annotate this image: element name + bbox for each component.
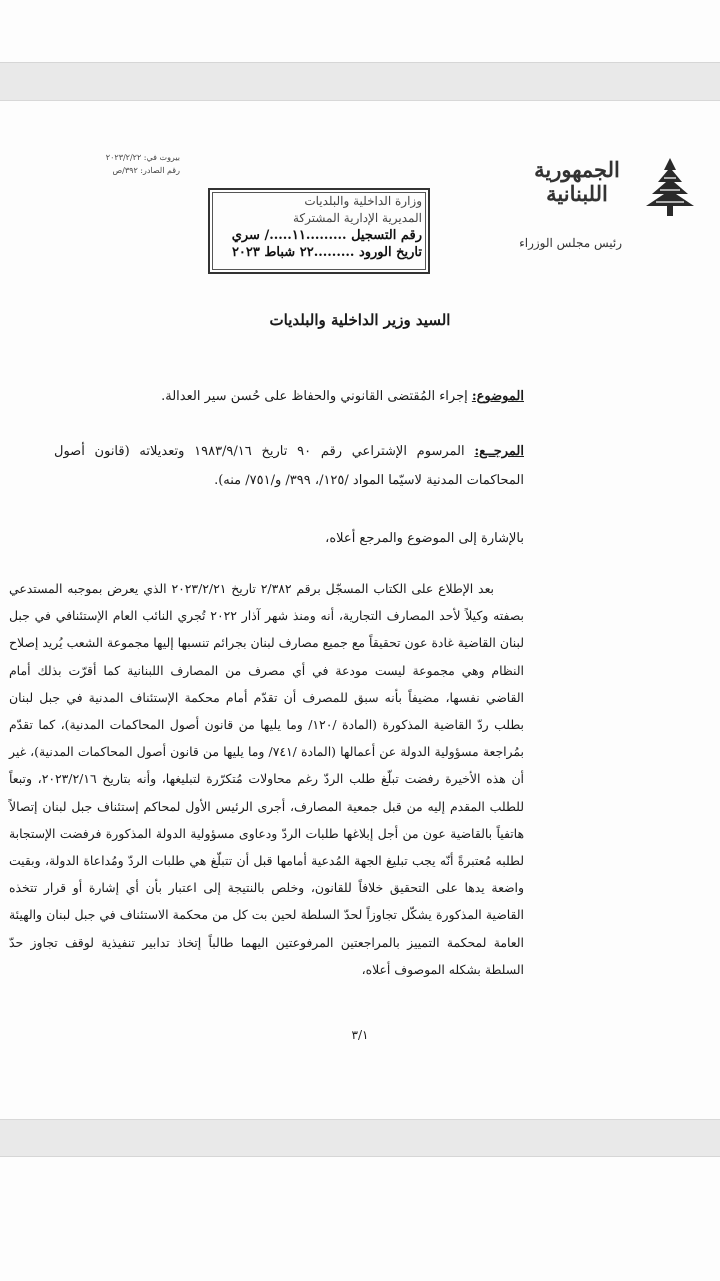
issue-date: بيروت في: ٢٠٢٣/٢/٢٢ [105,153,180,162]
stamp-directorate: المديرية الإدارية المشتركة [292,211,422,225]
subject-line [34,387,524,407]
reference-line [54,437,524,495]
date-reference-block [90,151,180,177]
cedar-icon [638,156,702,220]
republic-line-2: اللبنانية [546,181,608,206]
page-number: ٣/١ [351,1028,369,1042]
received-stamp [208,188,430,274]
subject-label: الموضوع: [471,389,524,404]
addressee: السيد وزير الداخلية والبلديات [269,311,451,329]
issuing-office: رئيس مجلس الوزراء [519,236,622,250]
subject-text: إجراء المُقتضى القانوني والحفاظ على حُسن سير العدالة. [161,389,468,404]
outgoing-number: رقم الصادر: ٣٩٢/ص [112,166,180,175]
next-page-edge [0,1156,720,1281]
republic-title [522,158,632,206]
greeting: بالإشارة إلى الموضوع والمرجع أعلاه، [325,531,524,546]
republic-line-1: الجمهورية [534,157,620,182]
letter-page [0,100,720,1120]
stamp-registration: رقم التسجيل .........١١...../ سري [231,228,422,243]
stamp-ministry: وزارة الداخلية والبلديات [304,194,422,208]
previous-page-edge [0,0,720,63]
stamp-date-received: تاريخ الورود .........٢٢ شباط ٢٠٢٣ [231,245,422,260]
reference-label: المرجــع: [474,444,524,459]
reference-text: المرسوم الإشتراعي رقم ٩٠ تاريخ ١٩٨٣/٩/١٦ وتعديلاته (قانون أصول المحاكمات المدنية لاسيّما المواد /١٢٥/، ٣٩٩/ و/٧٥١/ منه). [54,444,524,488]
body-paragraph: بعد الإطلاع على الكتاب المسجّل برقم ٢/٣٨٢ تاريخ ٢٠٢٣/٢/٢١ الذي يعرض بموجبه المستدعي بصفته وكيلاً لأحد المصارف التجارية، أنه ومنذ شهر آذار ٢٠٢٢ تُجري النائب العام الإستئنافي في جبل لبنان القاضية غادة عون تحقيقاً مع جميع مصارف لبنان بجرائم تنسبها إليها مجموعة الشعب يُريد إصلاح النظام وهي مجموعة ليست مودعة في أي مصرف من المصارف اللبنانية كما أقرّت بذلك أمام القاضي نفسها، مضيفاً بأنه سبق للمصرف أن تقدّم أمام محكمة الإستئناف المدنية في جبل لبنان بطلب ردّ القاضية المذكورة (المادة /١٢٠/ وما يليها من قانون أصول المحاكمات المدنية)، كما تقدّم بمُراجعة مسؤولية الدولة عن أعمالها (المادة /٧٤١/ وما يليها من قانون أصول المحاكمات المدنية)، غير أن هذه الأخيرة رفضت تبلّغ طلب الردّ رغم محاولات مُتكرّرة لتبليغها، وأنه بتاريخ ٢٠٢٣/٢/١٦، وتبعاً للطلب المقدم إليه من قبل جمعية المصارف، أجرى الرئيس الأول لمحاكم إستئناف جبل لبنان إتصالاً هاتفياً بالقاضية عون من أجل إبلاغها طلبات الردّ ودعاوى مسؤولية الدولة المذكورة فرفضت الإستجابة لطلبه مُعتبرةً أنّه يجب تبليغ الجهة المُدعية أمامها قبل أن تتبلّغ هي طلبات الردّ ومُداعاة الدولة، وبقيت واضعة يدها على التحقيق خلافاً للقانون، وخلص بالنتيجة إلى اعتبار بأن أي إشارة أو قرار تتخذه القاضية المذكورة يشكّل تجاوزاً لحدّ السلطة لحين بت كل من محكمة الاستئناف في جبل لبنان والهيئة العامة لمحكمة التمييز بالمراجعتين المرفوعتين اليهما طالباً إتخاذ تدابير تنفيذية لوقف تجاوز حدّ السلطة بشكله الموصوف أعلاه، [9,581,524,977]
letterhead-logo [502,156,702,256]
